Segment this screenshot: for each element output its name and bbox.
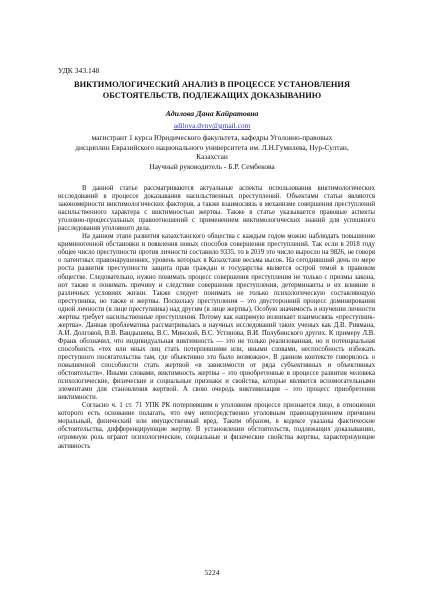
affiliation-line: магистрант 1 курса Юридического факультета, кафедры Уголовно-правовых [91,133,333,142]
page-number: 5224 [204,568,220,577]
supervisor-line: Научный руководитель - Б.Р. Сембекова [149,161,275,171]
body-paragraph: На данном этапе развития казахстанского общества с каждым годом можно наблюдать повышение криминогенной обстановки и появления новых способов совершения преступлений. Так если в 2018 году общее число преступности против личности составило 9335, то в 2019 это число выросло на 9826, не говоря о латентных правонарушениях, уровень которых в Казахстане весьма высок. На сегодняшний день по мере роста развития преступности защита прав граждан и государства является острой темой в правовом обществе. Следовательно, нужно понимать процесс совершения преступления не только с призмы закона, нот также и понимать причину и следствие совершения преступления, детерминанты и их влияние в различных условиях жизни. Также следует понимать не только психологическую составляющую преступника, но также и жертвы. Поскольку преступления – это двусторонний процесс доминирования одной личности (в лице преступника) над другим (в лице жертвы). Особую значимость в изучении личности жертвы требует насильственные преступления. Потому как напрямую возникает взаимосвязь «преступник-жертва». Данная проблематика рассматривалась в научных исследований таких ученых как Д.В. Ривмана, А.И. Долговой, В.В. Вандышева, В.С. Минской, В.С. Устинова, В.И. Полубинского других. К примеру Л.В. Франк обозначил, что индивидуальная виктимность — это не только реализованная, но и потенциальная способность «тех или иных лиц стать потерпевшими или, иными словами, неспособность избежать преступного посягательства там, где объективно это было возможно». В данном контексте говорилось о повышенной способности стать жертвой «в зависимости от ряда субъективных и объективных обстоятельств». Иными словами, виктимность жертвы – это приобретенные в процессе развития человека психологические, физические и социальные признаки и свойства, которые являются вспомогательными элементами для становления жертвой. А свою очередь виктимизация – это процесс приобретения виктимности. [58,233,375,402]
article-title-line-1: ВИКТИМОЛОГИЧЕСКИЙ АНАЛИЗ В ПРОЦЕССЕ УСТАНОВЛЕНИЯ [74,80,350,89]
article-title-line-2: ОБСТОЯТЕЛЬСТВ, ПОДЛЕЖАЩИХ ДОКАЗЫВАНИЮ [102,91,322,100]
affiliation-line: Казахстан [196,152,228,161]
body-paragraph: Согласно ч. 1 ст. 71 УПК РК потерпевшим в уголовном процессе признается лицо, в отношении которого есть основание полагать, что ему непосредственно уголовным правонарушением причинен моральный, физический или имущественный вред. Таким образом, в кодексе указаны фактические обстоятельства, дифференцирующие жертву. В установлении обстоятельств, подлежащих доказыванию, огромную роль играют психологические, социальные и физические свойства жертвы, характеризующие активность [58,402,375,450]
author-email-link[interactable]: adilova.dvnv@gmail.com [173,121,251,130]
affiliation-line: дисциплин Евразийского национального университета им. Л.Н.Гумилева, Нур-Султан, [75,142,349,152]
author-affiliation [40,133,384,171]
article-body [58,185,375,451]
udc-code: УДК 343.148 [58,66,100,75]
author-name: Адилова Дана Кайратовна [165,109,259,118]
body-paragraph: В данной статье рассматриваются актуальные аспекты использования виктимологических исследований в процессе доказывания насильственных преступлений. Объектами статьи являются закономерности виктимологических факторов, а также взаимосвязь в механизме совершения преступлений насильственного характера с виктимностью жертвы. Также в статье указывается правовые аспекты уголовно-процессуальных правоотношений с применением виктимологических знаний для успешного расследования уголовного дела. [58,185,375,233]
